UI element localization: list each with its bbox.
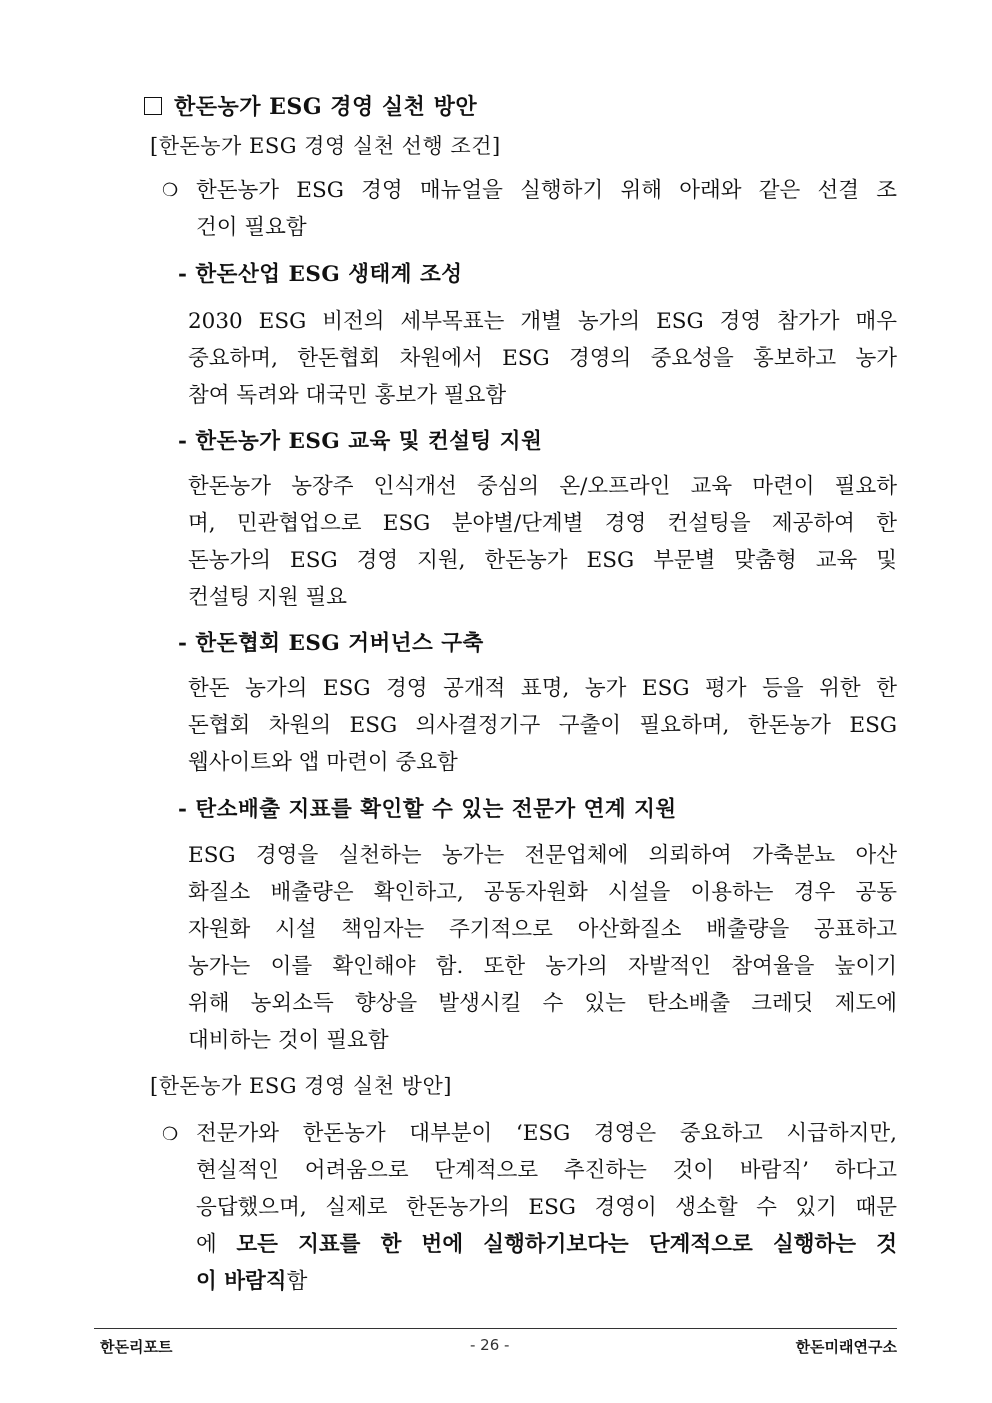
bullet-paragraph-2: [196, 1115, 897, 1300]
paragraph-education: [188, 468, 897, 616]
paragraph-ecosystem: [188, 303, 897, 414]
bullet-circle-icon: ❍: [162, 180, 179, 201]
paragraph-line: 웹사이트와 앱 마련이 중요함: [188, 750, 458, 775]
emphasis-text: 이 바람직: [196, 1269, 287, 1294]
checkbox-square-icon: [144, 97, 162, 115]
subheading-governance: - 한돈협회 ESG 거버넌스 구축: [178, 631, 484, 656]
paragraph-line: 현실적인 어려움으로 단계적으로 추진하는 것이 바람직’ 하다고: [196, 1158, 897, 1183]
bullet-paragraph-1: [196, 172, 897, 246]
subheading-carbon: - 탄소배출 지표를 확인할 수 있는 전문가 연계 지원: [178, 797, 677, 822]
paragraph-line: 대비하는 것이 필요함: [188, 1028, 389, 1053]
footer-left-report-name: 한돈리포트: [100, 1338, 173, 1356]
paragraph-line: 한돈농가 농장주 인식개선 중심의 온/오프라인 교육 마련이 필요하: [188, 474, 897, 499]
paragraph-line: 2030 ESG 비전의 세부목표는 개별 농가의 ESG 경영 참가가 매우: [188, 309, 897, 334]
subheading-ecosystem: - 한돈산업 ESG 생태계 조성: [178, 262, 463, 287]
section-title-prerequisites: [한돈농가 ESG 경영 실천 선행 조건]: [150, 134, 501, 158]
paragraph-governance: [188, 670, 897, 781]
paragraph-line: 자원화 시설 책임자는 주기적으로 아산화질소 배출량을 공표하고: [188, 917, 897, 942]
footer-right-institute: 한돈미래연구소: [795, 1338, 897, 1356]
subheading-education: - 한돈농가 ESG 교육 및 컨설팅 지원: [178, 429, 543, 454]
main-heading-text: 한돈농가 ESG 경영 실천 방안: [174, 94, 478, 120]
emphasis-text: 모든 지표를 한 번에 실행하기보다는 단계적으로 실행하는 것: [236, 1232, 897, 1257]
footer-divider: [94, 1328, 897, 1329]
section-title-practice: [한돈농가 ESG 경영 실천 방안]: [150, 1074, 452, 1098]
line-text: 에: [196, 1232, 237, 1257]
paragraph-line: 며, 민관협업으로 ESG 분야별/단계별 경영 컨설팅을 제공하여 한: [188, 511, 897, 536]
paragraph-line: 돈협회 차원의 ESG 의사결정기구 구출이 필요하며, 한돈농가 ESG: [188, 713, 897, 738]
paragraph-line: 위해 농외소득 향상을 발생시킬 수 있는 탄소배출 크레딧 제도에: [188, 991, 897, 1016]
paragraph-line: 중요하며, 한돈협회 차원에서 ESG 경영의 중요성을 홍보하고 농가: [188, 346, 897, 371]
main-heading: [144, 90, 477, 121]
page-number: - 26 -: [470, 1336, 510, 1354]
paragraph-line: 한돈농가 ESG 경영 매뉴얼을 실행하기 위해 아래와 같은 선결 조: [196, 178, 897, 203]
paragraph-line: 컨설팅 지원 필요: [188, 585, 348, 610]
paragraph-line: 전문가와 한돈농가 대부분이 ‘ESG 경영은 중요하고 시급하지만,: [196, 1121, 897, 1146]
paragraph-line: [196, 1226, 897, 1263]
paragraph-line: 농가는 이를 확인해야 함. 또한 농가의 자발적인 참여율을 높이기: [188, 954, 897, 979]
paragraph-carbon: [188, 837, 897, 1059]
paragraph-line: 응답했으며, 실제로 한돈농가의 ESG 경영이 생소할 수 있기 때문: [196, 1195, 897, 1220]
paragraph-line: 화질소 배출량은 확인하고, 공동자원화 시설을 이용하는 경우 공동: [188, 880, 897, 905]
paragraph-line: ESG 경영을 실천하는 농가는 전문업체에 의뢰하여 가축분뇨 아산: [188, 843, 897, 868]
paragraph-line: 건이 필요함: [196, 215, 307, 240]
paragraph-line: 돈농가의 ESG 경영 지원, 한돈농가 ESG 부문별 맞춤형 교육 및: [188, 548, 897, 573]
bullet-circle-icon: ❍: [162, 1124, 179, 1145]
paragraph-line: [196, 1263, 897, 1300]
paragraph-line: 한돈 농가의 ESG 경영 공개적 표명, 농가 ESG 평가 등을 위한 한: [188, 676, 897, 701]
line-text: 함: [286, 1269, 308, 1294]
paragraph-line: 참여 독려와 대국민 홍보가 필요함: [188, 383, 507, 408]
